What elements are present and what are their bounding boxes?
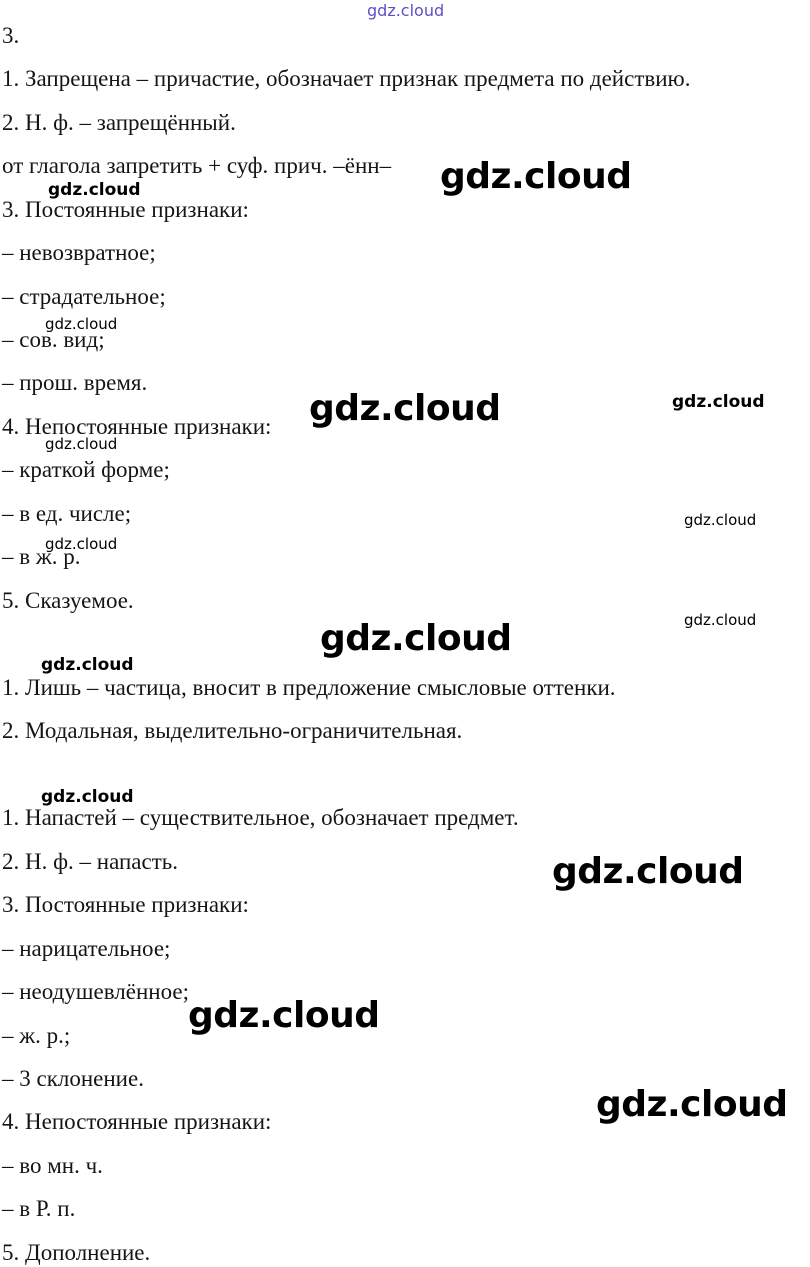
- text-line: 1. Напастей – существительное, обозначает предмет.: [2, 805, 519, 830]
- text-line: – 3 склонение.: [2, 1066, 144, 1091]
- text-line: – прош. время.: [2, 370, 148, 395]
- watermark: gdz.cloud: [45, 535, 118, 553]
- watermark: gdz.cloud: [440, 156, 632, 197]
- text-line: 2. Н. ф. – запрещённый.: [2, 110, 236, 135]
- text-line: 5. Сказуемое.: [2, 588, 134, 613]
- watermark: gdz.cloud: [188, 995, 380, 1036]
- watermark: gdz.cloud: [45, 435, 118, 453]
- watermark: gdz.cloud: [672, 392, 765, 412]
- watermark: gdz.cloud: [41, 787, 134, 807]
- text-line: 4. Непостоянные признаки:: [2, 1109, 272, 1134]
- text-line: 3.: [2, 23, 20, 48]
- text-line: – неодушевлённое;: [2, 979, 189, 1004]
- watermark: gdz.cloud: [684, 511, 757, 529]
- text-line: – в Р. п.: [2, 1196, 76, 1221]
- text-line: – сов. вид;: [2, 327, 105, 352]
- watermark: gdz.cloud: [596, 1084, 788, 1125]
- text-line: 1. Лишь – частица, вносит в предложение смысловые оттенки.: [2, 675, 616, 700]
- text-line: – страдательное;: [2, 284, 166, 309]
- text-line: от глагола запретить + суф. прич. –ённ–: [2, 153, 392, 178]
- watermark: gdz.cloud: [320, 618, 512, 659]
- text-line: – краткой форме;: [2, 457, 170, 482]
- text-line: 3. Постоянные признаки:: [2, 197, 249, 222]
- text-line: 3. Постоянные признаки:: [2, 892, 249, 917]
- watermark: gdz.cloud: [309, 388, 501, 429]
- watermark: gdz.cloud: [41, 655, 134, 675]
- text-line: – ж. р.;: [2, 1023, 71, 1048]
- text-line: – в ж. р.: [2, 544, 81, 569]
- text-line: 5. Дополнение.: [2, 1240, 151, 1265]
- watermark: gdz.cloud: [45, 315, 118, 333]
- watermark: gdz.cloud: [552, 851, 744, 892]
- text-line: 2. Н. ф. – напасть.: [2, 849, 178, 874]
- watermark: gdz.cloud: [684, 611, 757, 629]
- text-line: – невозвратное;: [2, 240, 156, 265]
- watermark: gdz.cloud: [367, 1, 445, 20]
- text-line: – нарицательное;: [2, 936, 171, 961]
- text-line: 4. Непостоянные признаки:: [2, 414, 272, 439]
- text-line: 1. Запрещена – причастие, обозначает признак предмета по действию.: [2, 66, 691, 91]
- text-line: – в ед. числе;: [2, 501, 132, 526]
- text-line: 2. Модальная, выделительно-ограничительная.: [2, 718, 463, 743]
- text-line: – во мн. ч.: [2, 1153, 103, 1178]
- watermark: gdz.cloud: [48, 180, 141, 200]
